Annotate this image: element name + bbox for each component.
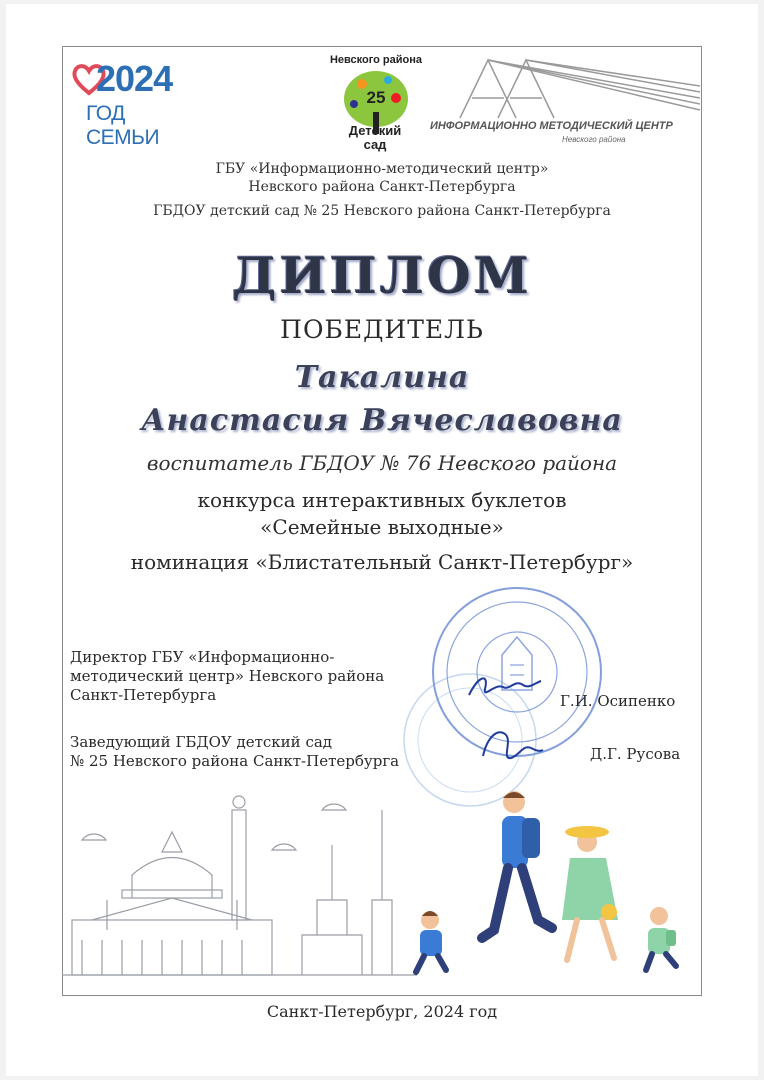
recipient-given-names: Анастасия Вячеславовна [141, 403, 623, 438]
methodical-center-logo [430, 58, 700, 150]
city-and-family-illustration [62, 780, 702, 995]
director-title-line-2: методический центр» Невского района [70, 667, 385, 685]
logo-year-number: 2024 [96, 58, 173, 99]
organizer-line-2: Невского района Санкт-Петербурга [248, 179, 516, 195]
kindergarten-district: Невского района [329, 54, 423, 66]
place-and-date: Санкт-Петербург, 2024 год [266, 1002, 498, 1021]
contest-title: «Семейные выходные» [260, 515, 504, 539]
logo-year-caption: ГОД СЕМЬИ [86, 102, 160, 149]
kindergarten-logo [328, 54, 424, 154]
director-signature-block [70, 648, 450, 705]
kindergarten-number: 25 [366, 88, 386, 107]
diploma-title: ДИПЛОМ [231, 246, 533, 305]
methodical-center-title: ИНФОРМАЦИОННО МЕТОДИЧЕСКИЙ ЦЕНТР [430, 120, 673, 132]
organizer-line-3: ГБДОУ детский сад № 25 Невского района Санкт-Петербурга [153, 203, 611, 219]
contest-name: конкурса интерактивных буклетов [197, 488, 567, 512]
head-signature-block [70, 733, 460, 771]
head-title-line-1: Заведующий ГБДОУ детский сад [70, 733, 333, 751]
kindergarten-label: Детский сад [348, 123, 402, 152]
recipient-surname: Такалина [294, 360, 470, 395]
director-signature-icon [465, 665, 545, 705]
family-icon [416, 791, 676, 972]
skyline-icon [62, 796, 417, 975]
year-of-family-logo [72, 58, 182, 149]
recipient-position: воспитатель ГБДОУ № 76 Невского района [146, 451, 618, 475]
nomination: номинация «Блистательный Санкт-Петербург» [130, 550, 634, 574]
award-title: ПОБЕДИТЕЛЬ [280, 315, 484, 344]
head-title-line-2: № 25 Невского района Санкт-Петербурга [70, 752, 400, 770]
director-name: Г.И. Осипенко [560, 692, 676, 710]
director-title-line-1: Директор ГБУ «Информационно- [70, 648, 335, 666]
methodical-center-subtitle: Невского района [562, 135, 626, 144]
bridge-icon [450, 58, 700, 120]
head-signature-icon [475, 720, 545, 770]
head-name: Д.Г. Русова [590, 745, 681, 763]
organizer-line-1: ГБУ «Информационно-методический центр» [215, 161, 549, 177]
director-title-line-3: Санкт-Петербурга [70, 686, 217, 704]
